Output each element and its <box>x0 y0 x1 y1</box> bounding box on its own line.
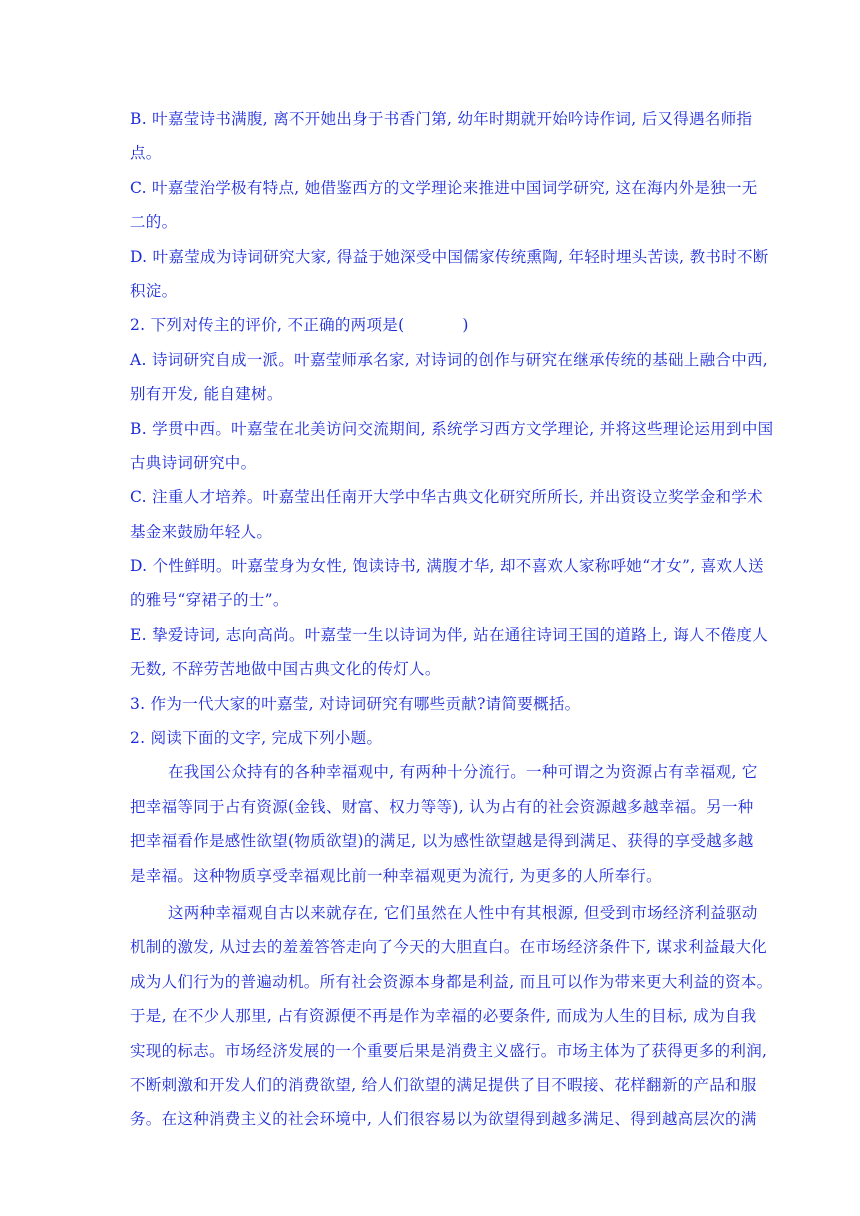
text-line: 是幸福。这种物质享受幸福观比前一种幸福观更为流行, 为更多的人所奉行。 <box>130 866 662 885</box>
text-line: 不断刺激和开发人们的消费欲望, 给人们欲望的满足提供了目不暇接、花样翻新的产品和服 <box>130 1075 757 1094</box>
text-line: B. 学贯中西。叶嘉莹在北美访问交流期间, 系统学习西方文学理论, 并将这些理论运用到中国 <box>130 419 774 438</box>
text-line: D. 个性鲜明。叶嘉莹身为女性, 饱读诗书, 满腹才华, 却不喜欢人家称呼她“才女”, 喜欢人送 <box>130 557 764 576</box>
question-2-stem-text: 2. 下列对传主的评价, 不正确的两项是( <box>130 316 405 335</box>
passage-paragraph-2 <box>130 896 773 1137</box>
text-line: 机制的激发, 从过去的羞羞答答走向了今天的大胆直白。在市场经济条件下, 谋求利益最大化 <box>130 938 768 957</box>
text-line: C. 注重人才培养。叶嘉莹出任南开大学中华古典文化研究所所长, 并出资设立奖学金和学术 <box>130 488 763 507</box>
q2-option-e <box>130 618 769 687</box>
q1-option-c <box>130 171 758 240</box>
text-line: 基金来鼓励年轻人。 <box>130 522 273 541</box>
q2-option-d <box>130 549 764 618</box>
q2-option-b <box>130 412 774 481</box>
question-2-stem <box>130 308 732 342</box>
text-line: 二的。 <box>130 213 178 232</box>
document-page <box>130 102 774 1137</box>
text-line: 的雅号“穿裙子的士”。 <box>130 591 289 610</box>
passage-paragraph-1 <box>130 755 758 893</box>
text-line: 把幸福等同于占有资源(金钱、财富、权力等等), 认为占有的社会资源越多越幸福。另一种 <box>130 797 754 816</box>
text-line: 古典诗词研究中。 <box>130 453 257 472</box>
text-line: 把幸福看作是感性欲望(物质欲望)的满足, 以为感性欲望越是得到满足、获得的享受越多越 <box>130 832 754 851</box>
question-2-stem-close: ) <box>462 316 469 335</box>
text-line: 成为人们行为的普遍动机。所有社会资源本身都是利益, 而且可以作为带来更大利益的资本。 <box>130 972 773 991</box>
q1-option-d <box>130 240 769 309</box>
text-line: D. 叶嘉莹成为诗词研究大家, 得益于她深受中国儒家传统熏陶, 年轻时埋头苦读, 教书时不断 <box>130 247 769 266</box>
text-line: 这两种幸福观自古以来就存在, 它们虽然在人性中有其根源, 但受到市场经济利益驱动 <box>168 903 758 922</box>
text-line: 务。在这种消费主义的社会环境中, 人们很容易以为欲望得到越多满足、得到越高层次的满 <box>130 1110 757 1129</box>
text-line: 别有开发, 能自建树。 <box>130 385 283 404</box>
q1-option-b <box>130 102 753 171</box>
text-line: 实现的标志。市场经济发展的一个重要后果是消费主义盛行。市场主体为了获得更多的利润, <box>130 1041 768 1060</box>
text-line: C. 叶嘉莹治学极有特点, 她借鉴西方的文学理论来推进中国词学研究, 这在海内外是独一无 <box>130 178 758 197</box>
text-line: B. 叶嘉莹诗书满腹, 离不开她出身于书香门第, 幼年时期就开始吟诗作词, 后又得遇名师指 <box>130 110 753 128</box>
q2-option-a <box>130 343 769 412</box>
text-line: 积淀。 <box>130 281 178 300</box>
text-line: 无数, 不辞劳苦地做中国古典文化的传灯人。 <box>130 660 441 679</box>
question-3: 3. 作为一代大家的叶嘉莹, 对诗词研究有哪些贡献?请简要概括。 <box>130 694 581 713</box>
section-2-heading: 2. 阅读下面的文字, 完成下列小题。 <box>130 729 383 748</box>
text-line: 于是, 在不少人那里, 占有资源便不再是作为幸福的必要条件, 而成为人生的目标, 成为自我 <box>130 1007 757 1026</box>
text-line: 在我国公众持有的各种幸福观中, 有两种十分流行。一种可谓之为资源占有幸福观, 它 <box>168 763 758 782</box>
text-line: E. 挚爱诗词, 志向高尚。叶嘉莹一生以诗词为伴, 站在通往诗词王国的道路上, 诲人不倦度人 <box>130 625 769 644</box>
text-line: A. 诗词研究自成一派。叶嘉莹师承名家, 对诗词的创作与研究在继承传统的基础上融合中西, <box>130 350 769 369</box>
text-line: 点。 <box>130 144 162 163</box>
q2-option-c <box>130 480 763 549</box>
